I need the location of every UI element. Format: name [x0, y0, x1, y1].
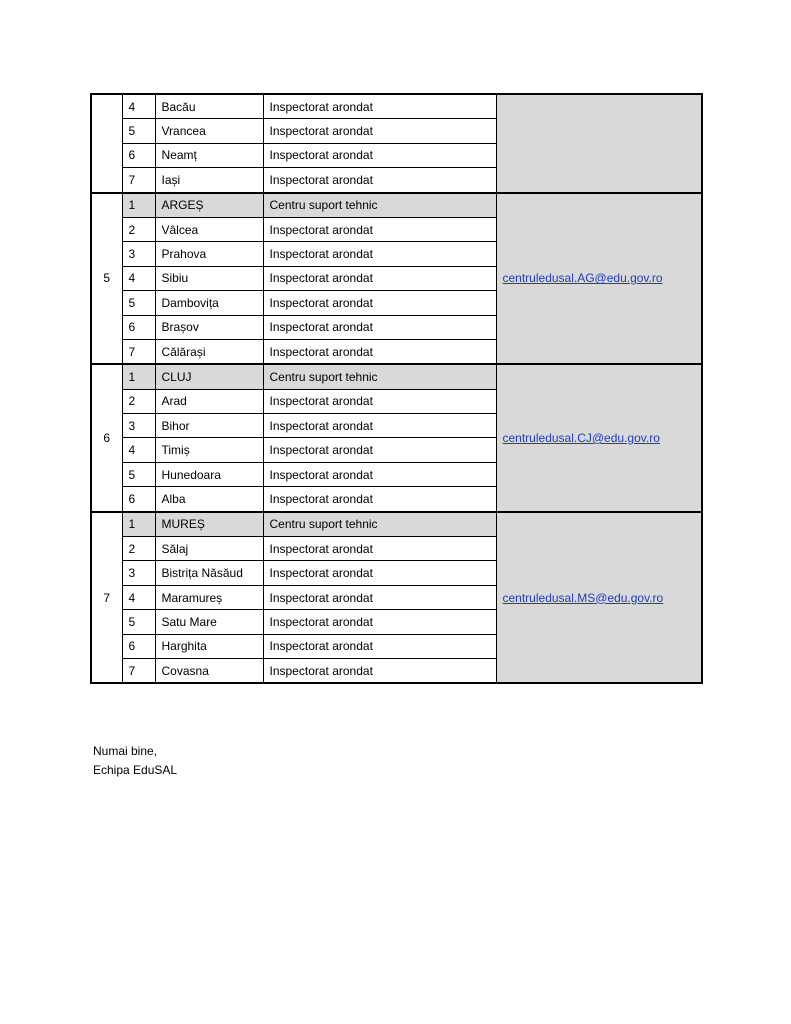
county-name: Covasna: [155, 658, 263, 683]
row-number: 7: [122, 658, 155, 683]
county-name: Maramureș: [155, 585, 263, 609]
row-number: 4: [122, 266, 155, 290]
row-number: 5: [122, 462, 155, 486]
row-number: 4: [122, 585, 155, 609]
email-cell: [496, 94, 702, 193]
email-cell: [496, 193, 702, 365]
county-name: Harghita: [155, 634, 263, 658]
county-name: Bacău: [155, 94, 263, 119]
row-number: 5: [122, 610, 155, 634]
email-cell: [496, 512, 702, 684]
email-cell: [496, 364, 702, 511]
row-number: 6: [122, 143, 155, 167]
row-number: 6: [122, 634, 155, 658]
county-name: MUREȘ: [155, 512, 263, 537]
inspectorate-type: Centru suport tehnic: [263, 193, 496, 218]
table-row-hq: [91, 512, 702, 537]
row-number: 6: [122, 487, 155, 512]
county-name: Dambovița: [155, 291, 263, 315]
region-cell: [91, 94, 122, 193]
row-number: 2: [122, 537, 155, 561]
row-number: 1: [122, 364, 155, 389]
inspectorate-type: Inspectorat arondat: [263, 266, 496, 290]
county-name: Călărași: [155, 339, 263, 364]
inspectorate-type: Centru suport tehnic: [263, 512, 496, 537]
inspectorate-type: Inspectorat arondat: [263, 462, 496, 486]
inspectorate-type: Inspectorat arondat: [263, 438, 496, 462]
table-row-hq: [91, 364, 702, 389]
county-name: Prahova: [155, 242, 263, 266]
inspectorate-type: Inspectorat arondat: [263, 658, 496, 683]
inspectorate-type: Inspectorat arondat: [263, 487, 496, 512]
inspectorate-type: Inspectorat arondat: [263, 168, 496, 193]
county-name: Sibiu: [155, 266, 263, 290]
inspectorate-type: Inspectorat arondat: [263, 315, 496, 339]
inspectorate-type: Inspectorat arondat: [263, 94, 496, 119]
inspectorate-type: Inspectorat arondat: [263, 143, 496, 167]
county-name: Arad: [155, 389, 263, 413]
inspectorate-type: Inspectorat arondat: [263, 414, 496, 438]
inspectorate-type: Inspectorat arondat: [263, 242, 496, 266]
county-name: Bihor: [155, 414, 263, 438]
region-number: 7: [91, 512, 122, 684]
county-name: Iași: [155, 168, 263, 193]
signoff: [93, 742, 177, 780]
inspectorate-type: Inspectorat arondat: [263, 634, 496, 658]
row-number: 2: [122, 389, 155, 413]
row-number: 6: [122, 315, 155, 339]
email-link[interactable]: centruledusal.AG@edu.gov.ro: [502, 271, 663, 286]
row-number: 2: [122, 217, 155, 241]
inspectorate-type: Inspectorat arondat: [263, 537, 496, 561]
county-name: Neamț: [155, 143, 263, 167]
row-number: 7: [122, 339, 155, 364]
inspectorate-type: Inspectorat arondat: [263, 119, 496, 143]
inspectorate-type: Inspectorat arondat: [263, 585, 496, 609]
county-name: Satu Mare: [155, 610, 263, 634]
region-number: 6: [91, 364, 122, 511]
county-name: ARGEȘ: [155, 193, 263, 218]
inspectorate-type: Inspectorat arondat: [263, 291, 496, 315]
assignment-table: [90, 93, 703, 684]
table-row-hq: [91, 193, 702, 218]
row-number: 3: [122, 561, 155, 585]
county-name: Brașov: [155, 315, 263, 339]
table-body: [91, 94, 702, 683]
inspectorate-type: Inspectorat arondat: [263, 561, 496, 585]
inspectorate-type: Inspectorat arondat: [263, 217, 496, 241]
inspectorate-type: Centru suport tehnic: [263, 364, 496, 389]
row-number: 1: [122, 193, 155, 218]
county-name: Timiș: [155, 438, 263, 462]
row-number: 3: [122, 414, 155, 438]
county-name: Sălaj: [155, 537, 263, 561]
inspectorate-type: Inspectorat arondat: [263, 339, 496, 364]
county-name: Hunedoara: [155, 462, 263, 486]
county-name: Bistrița Năsăud: [155, 561, 263, 585]
row-number: 1: [122, 512, 155, 537]
inspectorate-type: Inspectorat arondat: [263, 389, 496, 413]
email-link[interactable]: centruledusal.CJ@edu.gov.ro: [502, 430, 660, 445]
row-number: 4: [122, 438, 155, 462]
signoff-team: Echipa EduSAL: [93, 763, 178, 777]
county-name: Vrancea: [155, 119, 263, 143]
table-row: [91, 94, 702, 119]
region-number: 5: [91, 193, 122, 365]
row-number: 5: [122, 119, 155, 143]
row-number: 4: [122, 94, 155, 119]
row-number: 7: [122, 168, 155, 193]
county-name: Alba: [155, 487, 263, 512]
county-name: Vâlcea: [155, 217, 263, 241]
county-name: CLUJ: [155, 364, 263, 389]
row-number: 3: [122, 242, 155, 266]
email-link[interactable]: centruledusal.MS@edu.gov.ro: [502, 590, 664, 605]
signoff-greeting: Numai bine,: [93, 744, 158, 758]
row-number: 5: [122, 291, 155, 315]
inspectorate-type: Inspectorat arondat: [263, 610, 496, 634]
